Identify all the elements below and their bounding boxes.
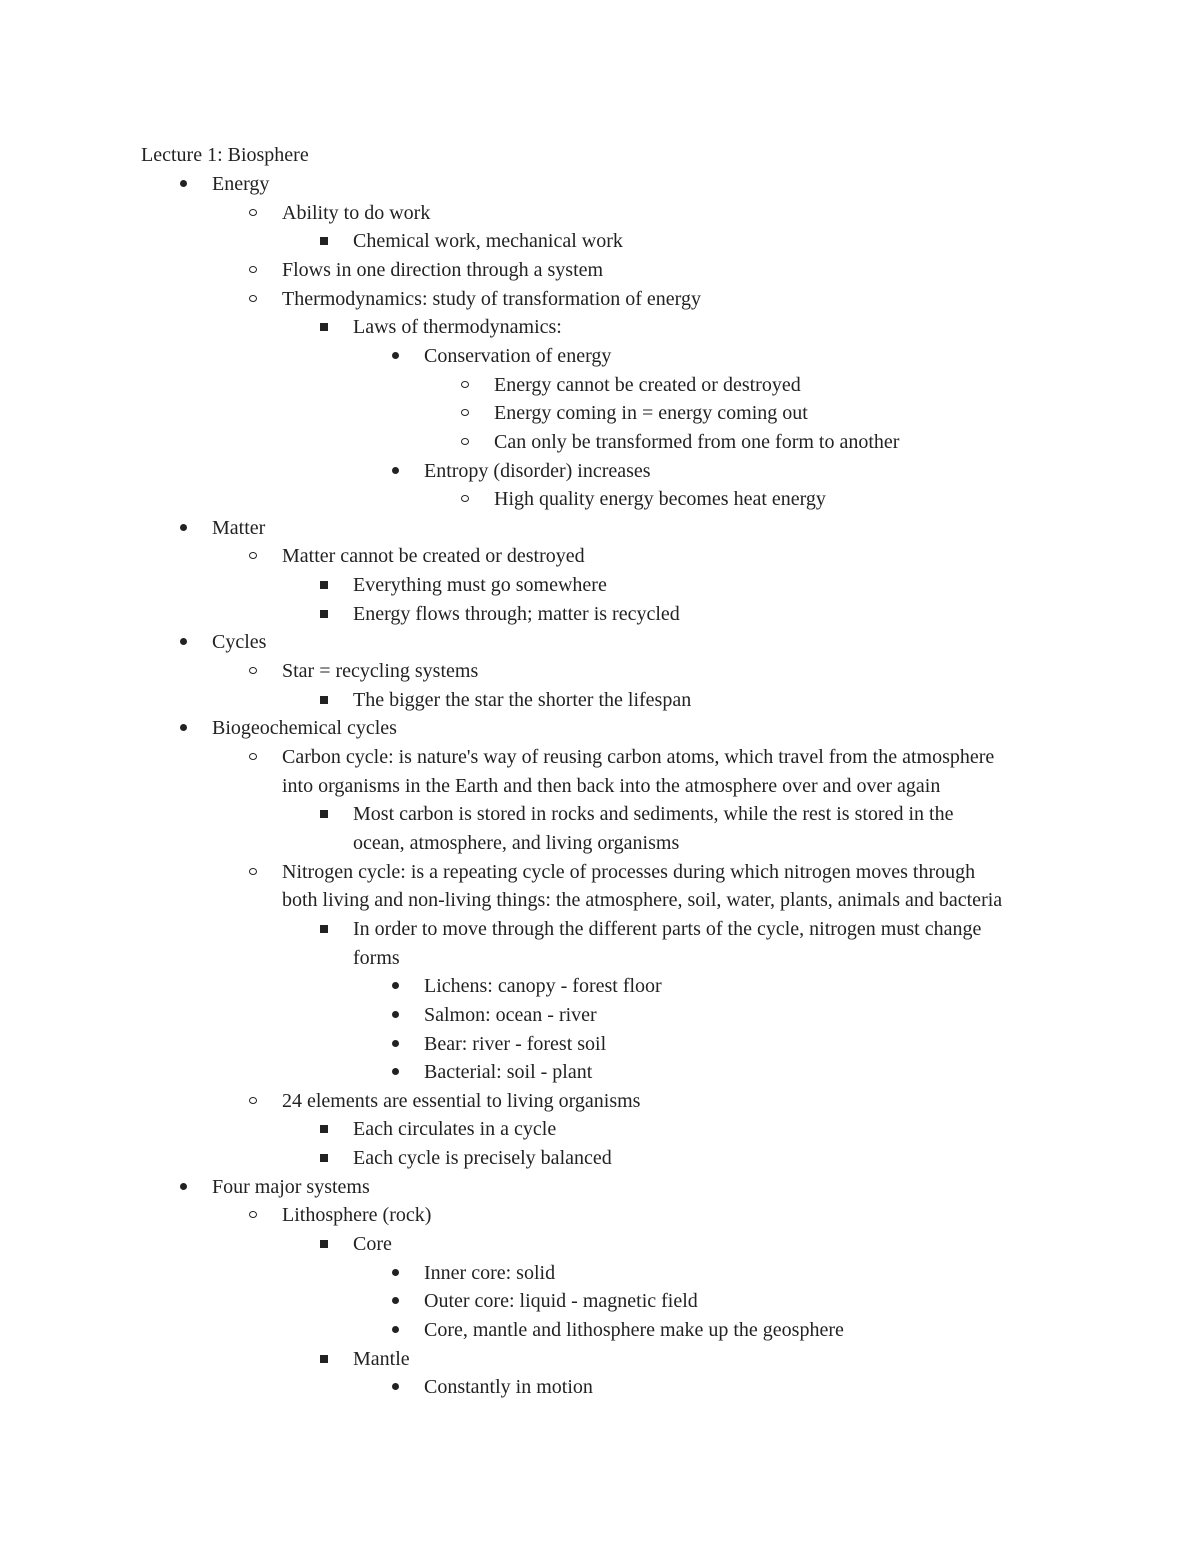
disc-bullet-icon	[388, 342, 412, 371]
outline-item	[494, 428, 899, 457]
disc-bullet-icon	[388, 1287, 412, 1316]
outline-item-text: Ability to do work	[282, 201, 431, 224]
outline-item	[353, 800, 953, 829]
outline-item-text: Biogeochemical cycles	[212, 717, 397, 740]
outline-item-text: Each circulates in a cycle	[353, 1118, 557, 1141]
outline-item-text: Energy cannot be created or destroyed	[494, 373, 801, 396]
outline-item	[353, 227, 623, 256]
outline-item	[282, 256, 603, 285]
disc-bullet-icon	[176, 1173, 200, 1202]
circle-bullet-icon	[246, 199, 270, 228]
outline-item-text: Star = recycling systems	[282, 660, 479, 683]
outline-item	[424, 972, 662, 1001]
outline-item	[282, 858, 975, 887]
outline-item-text: Can only be transformed from one form to another	[494, 430, 900, 453]
square-bullet-icon	[317, 686, 341, 715]
outline-item-text: In order to move through the different parts of the cycle, nitrogen must change	[353, 917, 982, 940]
outline-item-text: Inner core: solid	[424, 1261, 556, 1284]
square-bullet-icon	[317, 313, 341, 342]
outline-item	[494, 485, 826, 514]
disc-bullet-icon	[388, 1259, 412, 1288]
outline-item	[353, 313, 562, 342]
circle-bullet-icon	[246, 743, 270, 772]
outline-item	[212, 514, 265, 543]
outline-item-text: Matter	[212, 516, 266, 539]
circle-bullet-icon	[458, 428, 482, 457]
outline-item-text: both living and non-living things: the atmosphere, soil, water, plants, animals and bacteria	[282, 889, 1003, 912]
outline-item	[424, 1030, 606, 1059]
outline-item-text: Mantle	[353, 1347, 410, 1370]
outline-item	[282, 1087, 640, 1116]
disc-bullet-icon	[388, 972, 412, 1001]
outline-item	[424, 1259, 555, 1288]
circle-bullet-icon	[458, 485, 482, 514]
outline-item-text: The bigger the star the shorter the lifespan	[353, 688, 692, 711]
outline-item-text: Entropy (disorder) increases	[424, 459, 651, 482]
outline-item-text: Lithosphere (rock)	[282, 1204, 432, 1227]
circle-bullet-icon	[246, 1201, 270, 1230]
outline-item	[353, 915, 981, 944]
outline-item-text: Carbon cycle: is nature's way of reusing carbon atoms, which travel from the atmosphere	[282, 746, 995, 768]
outline-item	[494, 399, 808, 428]
outline-item	[282, 1201, 431, 1230]
circle-bullet-icon	[246, 858, 270, 887]
outline-item	[353, 944, 400, 973]
outline-item-text: Core, mantle and lithosphere make up the geosphere	[424, 1319, 844, 1341]
circle-bullet-icon	[246, 657, 270, 686]
outline-item	[282, 886, 1002, 915]
outline-item-text: Laws of thermodynamics:	[353, 316, 562, 339]
disc-bullet-icon	[388, 1316, 412, 1345]
outline-item-text: Lichens: canopy - forest floor	[424, 975, 662, 998]
outline-item-text: Bear: river - forest soil	[424, 1032, 607, 1055]
square-bullet-icon	[317, 800, 341, 829]
outline-item	[494, 371, 801, 400]
outline-item	[353, 1230, 392, 1259]
circle-bullet-icon	[458, 399, 482, 428]
outline-item	[353, 1345, 410, 1374]
outline-item-text: Cycles	[212, 631, 267, 654]
outline-item	[424, 1373, 593, 1402]
disc-bullet-icon	[388, 1030, 412, 1059]
outline-item	[424, 457, 651, 486]
square-bullet-icon	[317, 227, 341, 256]
outline-item	[212, 714, 397, 743]
outline-item	[424, 1316, 844, 1345]
outline-item-text: Four major systems	[212, 1175, 370, 1198]
disc-bullet-icon	[388, 1058, 412, 1087]
outline-item	[424, 1001, 597, 1030]
outline-item	[353, 571, 607, 600]
square-bullet-icon	[317, 600, 341, 629]
document-title: Lecture 1: Biosphere	[141, 144, 309, 166]
outline-item-text: forms	[353, 946, 400, 969]
outline-item-text: Energy coming in = energy coming out	[494, 402, 808, 425]
outline-item-text: Everything must go somewhere	[353, 574, 607, 597]
outline-item-text: Energy	[212, 173, 270, 195]
square-bullet-icon	[317, 1115, 341, 1144]
square-bullet-icon	[317, 1144, 341, 1173]
outline-item-text: into organisms in the Earth and then back into the atmosphere over and over again	[282, 774, 941, 797]
outline-item	[353, 1115, 556, 1144]
outline-item-text: Constantly in motion	[424, 1376, 593, 1399]
outline-item	[424, 1058, 592, 1087]
square-bullet-icon	[317, 1230, 341, 1259]
disc-bullet-icon	[176, 514, 200, 543]
circle-bullet-icon	[458, 371, 482, 400]
disc-bullet-icon	[176, 628, 200, 657]
outline-item-text: Nitrogen cycle: is a repeating cycle of processes during which nitrogen moves through	[282, 860, 976, 883]
circle-bullet-icon	[246, 542, 270, 571]
outline-item-text: Energy flows through; matter is recycled	[353, 602, 680, 625]
outline-item-text: Thermodynamics: study of transformation of energy	[282, 287, 701, 310]
circle-bullet-icon	[246, 1087, 270, 1116]
circle-bullet-icon	[246, 285, 270, 314]
circle-bullet-icon	[246, 256, 270, 285]
square-bullet-icon	[317, 571, 341, 600]
outline-item	[282, 199, 430, 228]
outline-item	[424, 1287, 698, 1316]
square-bullet-icon	[317, 1345, 341, 1374]
outline-item-text: Chemical work, mechanical work	[353, 230, 623, 253]
outline-item-text: Bacterial: soil - plant	[424, 1061, 593, 1084]
outline-item	[282, 772, 940, 801]
outline-item-text: Each cycle is precisely balanced	[353, 1147, 612, 1170]
outline-item	[353, 1144, 612, 1173]
outline-item-text: Salmon: ocean - river	[424, 1003, 597, 1026]
outline-item-text: Conservation of energy	[424, 344, 612, 367]
disc-bullet-icon	[388, 1001, 412, 1030]
outline-item-text: 24 elements are essential to living organisms	[282, 1089, 641, 1112]
disc-bullet-icon	[388, 1373, 412, 1402]
outline-item	[282, 285, 701, 314]
outline-item	[282, 657, 478, 686]
outline-item	[353, 600, 680, 629]
outline-item	[212, 1173, 370, 1202]
outline-item	[212, 170, 269, 199]
outline-item	[353, 829, 679, 858]
outline-item-text: Flows in one direction through a system	[282, 258, 604, 281]
outline-item-text: ocean, atmosphere, and living organisms	[353, 831, 680, 854]
outline-item-text: High quality energy becomes heat energy	[494, 488, 826, 511]
outline-item-text: Outer core: liquid - magnetic field	[424, 1290, 698, 1313]
outline-item-text: Most carbon is stored in rocks and sediments, while the rest is stored in the	[353, 803, 954, 826]
outline-item	[353, 686, 691, 715]
outline-item	[282, 542, 585, 571]
disc-bullet-icon	[176, 170, 200, 199]
outline-item-text: Core	[353, 1233, 392, 1256]
disc-bullet-icon	[388, 457, 412, 486]
outline-item	[282, 743, 994, 772]
square-bullet-icon	[317, 915, 341, 944]
outline-item	[424, 342, 611, 371]
disc-bullet-icon	[176, 714, 200, 743]
outline-item-text: Matter cannot be created or destroyed	[282, 545, 585, 568]
outline-item	[212, 628, 266, 657]
